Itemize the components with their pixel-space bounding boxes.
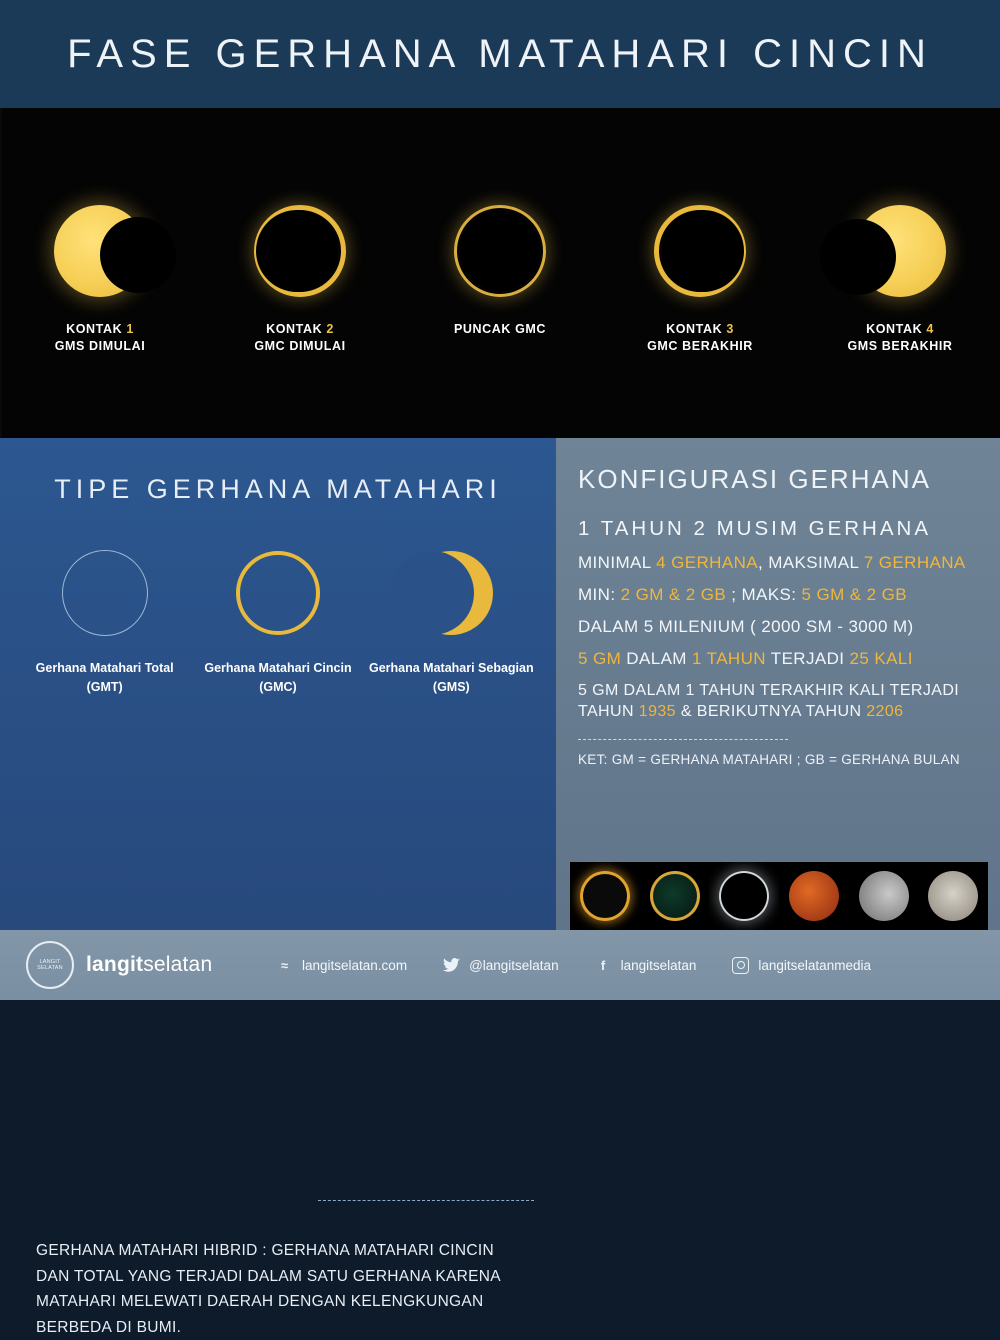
social-links — [276, 957, 871, 974]
seal-logo-icon: LANGIT SELATAN — [26, 941, 74, 989]
phase-sublabel: GMC DIMULAI — [254, 339, 346, 354]
brand-name — [86, 953, 212, 977]
thumb-blood-moon — [779, 862, 849, 930]
phase-art-ring-offset-left — [205, 196, 395, 306]
page-footer — [0, 930, 1000, 1000]
thumb-annular-eclipse — [570, 862, 640, 930]
phase-label: PUNCAK GMC — [453, 322, 547, 336]
config-line-5: 5 GM DALAM 1 TAHUN TERJADI 25 KALI — [578, 648, 913, 668]
eclipse-type-caption — [366, 659, 536, 697]
eclipse-type-caption — [193, 659, 363, 697]
phase-art-ring-offset-right — [605, 196, 795, 306]
phase-label: KONTAK 1 — [66, 322, 134, 336]
social-label: langitselatanmedia — [758, 957, 871, 973]
eclipse-type-item — [20, 543, 190, 697]
phase-item — [205, 196, 395, 353]
config-line-1: 1 TAHUN 2 MUSIM GERHANA — [578, 517, 932, 540]
thumb-green-sun-disc — [640, 862, 710, 930]
legend-note: KET: GM = GERHANA MATAHARI ; GB = GERHANA BULAN — [578, 751, 960, 767]
caption-line2: (GMT) — [86, 679, 123, 694]
social-label: langitselatan.com — [302, 957, 408, 973]
phase-sublabel: GMC BERAKHIR — [647, 339, 753, 354]
eclipse-phases-strip — [0, 108, 1000, 438]
caption-line1: Gerhana Matahari Total — [35, 661, 174, 675]
caption-line2: (GMS) — [432, 679, 470, 694]
facebook-icon: f — [600, 957, 606, 973]
caption-line2: (GMC) — [259, 679, 297, 694]
twitter-icon — [443, 957, 460, 974]
rss-icon: ≈ — [280, 957, 289, 973]
social-link-instagram[interactable] — [732, 957, 871, 974]
eclipse-type-caption — [20, 659, 190, 697]
hybrid-eclipse-note: GERHANA MATAHARI HIBRID : GERHANA MATAHARI CINCIN DAN TOTAL YANG TERJADI DALAM SATU GERHANA KARENA MATAHARI MELEWATI DAERAH DENGAN KELENGKUNGAN BERBEDA DI BUMI. — [36, 1242, 501, 1336]
brand-block[interactable] — [26, 941, 276, 989]
social-label: @langitselatan — [469, 957, 559, 973]
annular-eclipse-icon — [193, 543, 363, 643]
phase-label: KONTAK 2 — [266, 322, 334, 336]
divider-dashed — [318, 1200, 534, 1202]
phase-label: KONTAK 4 — [866, 322, 934, 336]
config-line-2: MINIMAL 4 GERHANA, MAKSIMAL 7 GERHANA — [578, 553, 966, 572]
page-title: FASE GERHANA MATAHARI CINCIN — [67, 31, 933, 76]
social-link-twitter[interactable] — [443, 957, 559, 974]
caption-line1: Gerhana Matahari Cincin — [204, 661, 352, 675]
config-line-4: DALAM 5 MILENIUM ( 2000 SM - 3000 M) — [578, 616, 914, 636]
thumb-gibbous-moon — [849, 862, 919, 930]
eclipse-type-item — [193, 543, 363, 697]
brand-name-bold: langit — [86, 953, 144, 976]
config-line-6: 5 GM DALAM 1 TAHUN TERAKHIR KALI TERJADI TAHUN 1935 & BERIKUTNYA TAHUN 2206 — [578, 681, 960, 721]
phase-label: KONTAK 3 — [666, 322, 734, 336]
thumb-total-eclipse-dark — [709, 862, 779, 930]
phase-art-sun-partial-left — [805, 196, 995, 306]
total-eclipse-icon — [20, 543, 190, 643]
partial-eclipse-icon — [366, 543, 536, 643]
social-link-website[interactable] — [276, 957, 407, 974]
phase-item — [605, 196, 795, 353]
phase-item — [805, 196, 995, 353]
caption-line1: Gerhana Matahari Sebagian — [368, 661, 534, 675]
eclipse-configuration-panel — [556, 438, 1000, 930]
configuration-title: KONFIGURASI GERHANA — [578, 464, 931, 494]
instagram-icon — [732, 957, 749, 974]
eclipse-types-title: TIPE GERHANA MATAHARI — [54, 474, 502, 504]
brand-name-light: selatan — [143, 953, 213, 976]
page-header — [0, 0, 1000, 108]
eclipse-types-list — [0, 543, 556, 697]
phase-item — [5, 196, 195, 353]
configuration-facts — [578, 517, 978, 723]
social-link-facebook[interactable] — [595, 957, 697, 974]
phase-sublabel: GMS DIMULAI — [54, 339, 146, 354]
divider-dashed-2 — [578, 739, 788, 740]
eclipse-type-item — [366, 543, 536, 697]
config-line-3: MIN: 2 GM & 2 GB ; MAKS: 5 GM & 2 GB — [578, 584, 908, 604]
phase-item — [405, 196, 595, 339]
phase-sublabel: GMS BERAKHIR — [847, 339, 953, 354]
eclipse-photo-strip — [570, 862, 988, 930]
thumb-full-moon-grey — [918, 862, 988, 930]
social-label: langitselatan — [620, 957, 697, 973]
phase-art-sun-partial-right — [5, 196, 195, 306]
phase-art-ring-centered — [405, 196, 595, 306]
